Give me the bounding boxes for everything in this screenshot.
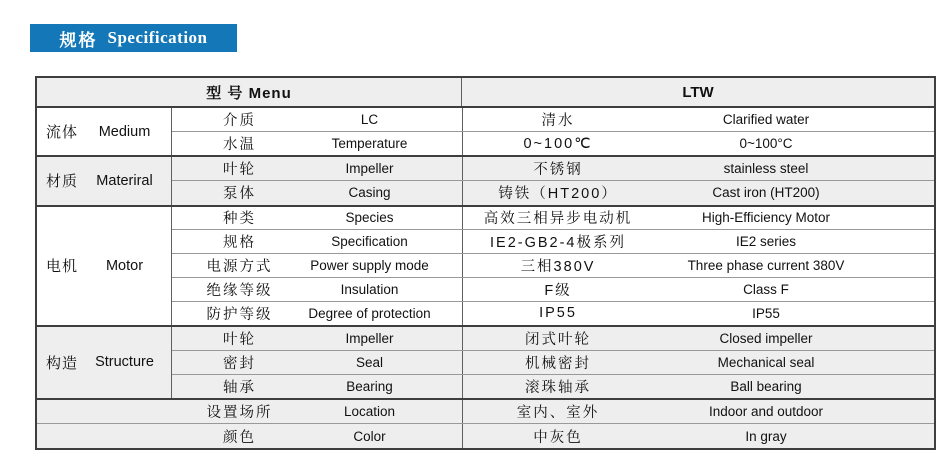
group-label-cn: 电机: [46, 258, 79, 276]
value-en: Three phase current 380V: [687, 258, 845, 274]
header-model-ltw: LTW: [682, 83, 714, 101]
group-label-en: Medium: [98, 123, 151, 140]
prop-label-en: Bearing: [346, 378, 393, 394]
value-cn: 三相380V: [462, 254, 653, 277]
prop-label-en: Insulation: [340, 282, 399, 298]
prop-label-cn: 水温: [223, 137, 256, 154]
spec-row-motor-power-supply: [172, 253, 934, 277]
spec-row-location: [37, 400, 934, 424]
group-label-structure: [37, 327, 172, 398]
prop-label-en: Location: [343, 404, 396, 420]
prop-label-cn: 颜色: [223, 429, 256, 446]
spec-row-material-impeller: [172, 157, 934, 180]
group-label-en: Materiral: [96, 172, 153, 189]
value-cn: 不锈钢: [462, 157, 653, 180]
value-cn: 滚珠轴承: [462, 375, 653, 398]
group-label-en: Structure: [95, 354, 154, 371]
specification-table: [35, 76, 936, 450]
value-en: Indoor and outdoor: [708, 404, 824, 420]
group-label-en: Motor: [105, 257, 144, 274]
value-cn: 闭式叶轮: [462, 327, 653, 350]
value-cn: 中灰色: [462, 424, 653, 448]
spec-row-color: [37, 423, 934, 448]
value-en: IE2 series: [735, 234, 797, 250]
group-structure: [37, 327, 934, 400]
spec-row-structure-seal: [172, 350, 934, 374]
prop-label-en: Temperature: [331, 136, 408, 152]
group-medium: [37, 108, 934, 157]
value-cn: 机械密封: [462, 351, 653, 374]
value-en: IP55: [752, 305, 780, 321]
prop-label-cn: 设置场所: [206, 405, 273, 422]
prop-label-cn: 绝缘等级: [206, 283, 273, 300]
spec-row-medium-temperature: [172, 131, 934, 155]
spec-row-structure-bearing: [172, 374, 934, 398]
prop-label-en: Degree of protection: [308, 305, 431, 321]
prop-label-en: Specification: [331, 234, 408, 250]
prop-label-cn: 防护等级: [206, 306, 273, 323]
value-en: High-Efficiency Motor: [701, 210, 831, 226]
group-label-material: [37, 157, 172, 204]
value-en: 0~100°C: [739, 136, 793, 152]
spec-row-motor-protection: [172, 301, 934, 325]
prop-label-en: LC: [360, 112, 379, 128]
group-label-medium: [37, 108, 172, 155]
value-cn: 高效三相异步电动机: [462, 207, 653, 230]
group-label-cn: 构造: [46, 354, 79, 372]
header-menu: 型 号 Menu: [37, 78, 462, 106]
prop-label-en: Seal: [355, 354, 384, 370]
prop-label-cn: 规格: [223, 235, 256, 252]
value-cn: 0~100℃: [462, 132, 653, 155]
value-cn: F级: [462, 278, 653, 301]
prop-label-cn: 泵体: [223, 186, 256, 203]
prop-label-cn: 叶轮: [223, 331, 256, 348]
value-en: Clarified water: [722, 112, 810, 128]
value-cn: IP55: [462, 302, 653, 325]
section-title-cn: 规格: [59, 30, 98, 50]
value-en: Cast iron (HT200): [712, 185, 820, 201]
value-cn: 铸铁（HT200）: [462, 181, 653, 204]
prop-label-en: Impeller: [345, 330, 394, 346]
prop-label-cn: 密封: [223, 355, 256, 372]
value-en: Mechanical seal: [717, 354, 815, 370]
table-header-row: [37, 78, 934, 108]
prop-label-cn: 电源方式: [206, 259, 273, 276]
spec-row-motor-species: [172, 207, 934, 230]
prop-label-en: Power supply mode: [310, 258, 429, 274]
spec-row-medium-media: [172, 108, 934, 131]
value-en: Ball bearing: [730, 378, 802, 394]
group-label-motor: [37, 207, 172, 325]
spec-row-motor-specification: [172, 229, 934, 253]
value-en: stainless steel: [723, 161, 809, 177]
spec-row-structure-impeller: [172, 327, 934, 350]
value-en: Class F: [743, 282, 789, 298]
prop-label-cn: 种类: [223, 211, 256, 228]
prop-label-en: Species: [345, 210, 394, 226]
value-en: In gray: [745, 428, 787, 444]
group-motor: [37, 207, 934, 327]
prop-label-en: Impeller: [345, 161, 394, 177]
value-cn: IE2-GB2-4极系列: [462, 230, 653, 253]
group-label-cn: 材质: [46, 173, 79, 191]
value-cn: 清水: [462, 108, 653, 131]
spec-row-material-casing: [172, 180, 934, 204]
group-material: [37, 157, 934, 206]
section-title-en: Specification: [107, 28, 208, 47]
prop-label-cn: 轴承: [223, 379, 256, 396]
spec-row-motor-insulation: [172, 277, 934, 301]
prop-label-en: Casing: [348, 185, 391, 201]
group-label-cn: 流体: [46, 124, 79, 142]
value-en: Closed impeller: [719, 330, 813, 346]
prop-label-cn: 叶轮: [223, 162, 256, 179]
value-cn: 室内、室外: [462, 400, 653, 424]
section-title-badge: [30, 24, 237, 52]
prop-label-cn: 介质: [223, 113, 256, 130]
prop-label-en: Color: [353, 428, 386, 444]
